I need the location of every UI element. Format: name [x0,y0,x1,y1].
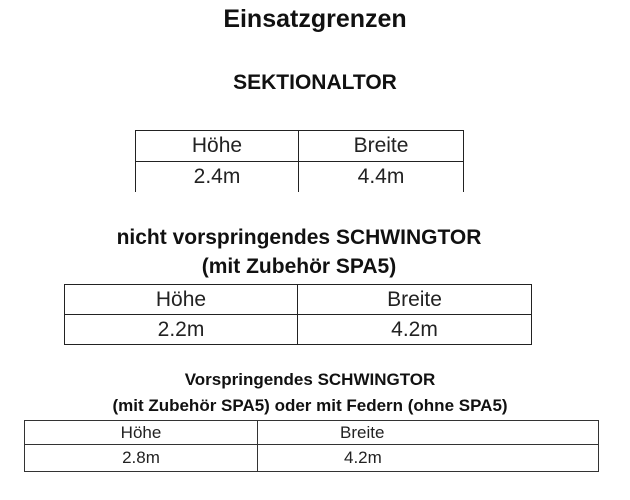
table-row [65,315,532,345]
table-header-row [25,421,599,445]
value-breite: 4.2m [298,315,532,345]
column-header-hoehe: Höhe [136,131,299,162]
limits-table-nicht-vorspringendes-schwingtor [64,284,532,345]
value-hoehe: 2.8m [25,445,258,472]
section-heading-sektionaltor: SEKTIONALTOR [233,71,397,94]
table-row [136,162,464,193]
limits-table-sektionaltor [135,130,464,192]
table-row [25,445,599,472]
table-header-row [136,131,464,162]
value-hoehe: 2.4m [136,162,299,193]
value-hoehe: 2.2m [65,315,298,345]
column-header-hoehe: Höhe [25,421,258,445]
limits-table-vorspringendes-schwingtor [24,420,599,472]
section-heading-schwingtor-line1: nicht vorspringendes SCHWINGTOR [116,226,482,249]
section-heading-vorspringendes-line1: Vorspringendes SCHWINGTOR [184,370,436,389]
table-header-row [65,285,532,315]
page-title: Einsatzgrenzen [223,5,407,33]
column-header-breite: Breite [258,421,599,445]
section-heading-vorspringendes-line2: (mit Zubehör SPA5) oder mit Federn (ohne SPA5) [112,396,508,415]
column-header-hoehe: Höhe [65,285,298,315]
value-breite: 4.2m [258,445,599,472]
column-header-breite: Breite [298,285,532,315]
value-breite: 4.4m [299,162,464,193]
section-heading-schwingtor-line2: (mit Zubehör SPA5) [201,255,397,278]
column-header-breite: Breite [299,131,464,162]
